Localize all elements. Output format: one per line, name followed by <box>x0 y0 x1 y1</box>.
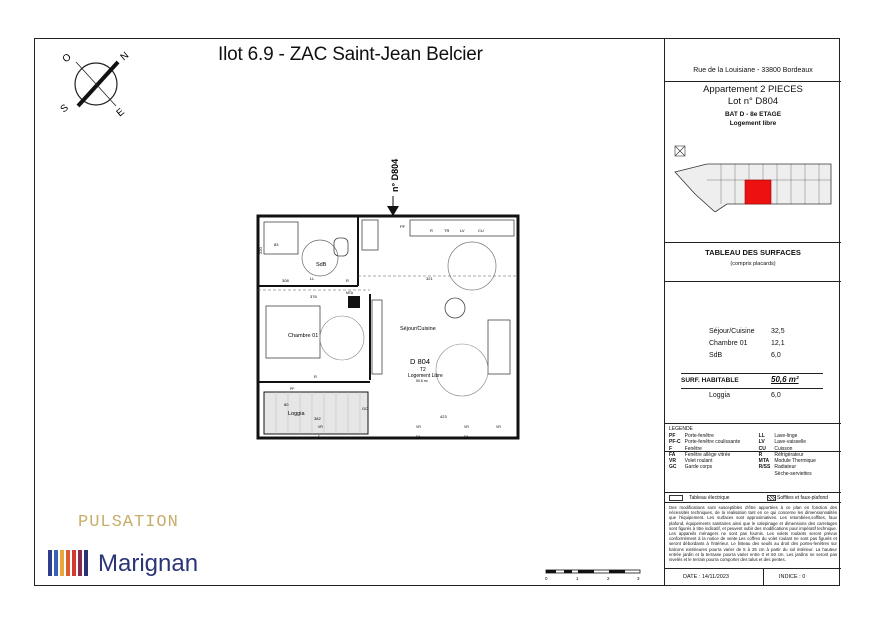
fix-tr: TR <box>444 228 450 233</box>
unit-type: T2 <box>420 367 426 373</box>
room-loggia: Loggia <box>288 411 305 417</box>
apt-type: Appartement 2 PIECES <box>703 84 803 95</box>
address-box <box>665 38 841 82</box>
table-row: F Fenêtre CU Cuisson <box>669 445 793 452</box>
legend-title: LEGENDE <box>669 426 693 432</box>
building: BAT D - 8e ETAGE <box>724 111 782 118</box>
shower <box>264 222 298 254</box>
dining-table <box>445 298 465 318</box>
bed <box>266 306 320 358</box>
marignan-logo: Marignan <box>98 550 199 577</box>
unit-status: Logement Libre <box>408 373 443 379</box>
fix-pf: PF <box>400 224 406 229</box>
room-sejour: Séjour/Cuisine <box>400 326 436 332</box>
compass-n: N <box>118 50 132 64</box>
scale-tick: 1 <box>576 576 579 581</box>
bottom-mark: FA <box>464 435 469 439</box>
scale-tick: 3 <box>637 576 640 581</box>
disclaimer-box <box>665 503 841 569</box>
table-row: Chambre 01 12,1 <box>709 339 785 347</box>
surfaces-box <box>665 242 841 452</box>
bottom-mark: FA <box>416 435 421 439</box>
compass-e: E <box>114 106 127 120</box>
lot-number: Lot n° D804 <box>727 96 779 107</box>
fix-ll: LL <box>310 276 315 281</box>
lot-marker-label: n° D804 <box>390 158 400 192</box>
dim-308: 308 <box>282 278 289 283</box>
wardrobe <box>372 300 382 374</box>
compass-needle <box>78 62 118 106</box>
scale-bar <box>540 566 644 586</box>
floor-plan <box>250 210 525 442</box>
key-plan-lot-highlight <box>745 180 771 204</box>
housing: Logement libre <box>729 120 777 127</box>
table-row: Séjour/Cuisine 32,5 <box>709 327 785 335</box>
date-box <box>665 569 841 586</box>
marignan-logo-icon <box>48 548 90 578</box>
table-row: SdB 6,0 <box>709 351 781 359</box>
bottom-mark: PF <box>290 387 295 391</box>
bedroom-circle <box>320 316 364 360</box>
dim-321: 321 <box>426 276 433 281</box>
loggia-label: Loggia <box>709 392 731 399</box>
electric-panel <box>362 220 378 250</box>
kitchen-circle <box>448 242 496 290</box>
index: INDICE : 0 <box>779 574 806 580</box>
legend-soffit: Soffites et faux-plafond <box>777 495 829 501</box>
address: Rue de la Louisiane - 33800 Bordeaux <box>693 67 813 74</box>
table-row: PF-C Porte-fenêtre coulissante LV Lave-vaisselle <box>669 439 807 446</box>
habitable-label: SURF. HABITABLE <box>681 377 739 384</box>
fix-cu: CU <box>478 228 484 233</box>
fix-lv: LV <box>460 228 465 233</box>
compass <box>56 46 136 122</box>
toilet <box>334 238 348 256</box>
bottom-mark: F <box>318 435 321 439</box>
legend-elec: Tableau électrique <box>689 495 730 501</box>
surfaces-table <box>709 325 785 361</box>
washbasin <box>302 240 338 276</box>
soffit-icon <box>767 495 776 501</box>
dim-80: 80 <box>284 402 289 407</box>
surfaces-title: TABLEAU DES SURFACES <box>705 248 801 257</box>
bottom-mark: VR <box>416 425 421 429</box>
scale-tick: 0 <box>545 576 548 581</box>
bottom-mark: VR <box>318 425 323 429</box>
unit-code: D 804 <box>410 357 431 366</box>
compass-s: S <box>58 102 71 116</box>
surfaces-sub: (compris placards) <box>730 261 776 267</box>
loggia-area <box>264 392 368 434</box>
legend-symbols <box>665 493 841 503</box>
loggia-value: 6,0 <box>771 392 781 399</box>
living-circle <box>436 344 488 396</box>
table-row: VR Volet roulant MTA Module Thermique <box>669 458 816 465</box>
bottom-mark: VR <box>464 425 469 429</box>
project-title: Ilot 6.9 - ZAC Saint-Jean Belcier <box>218 44 483 65</box>
table-row: Sèche-serviettes <box>774 470 812 477</box>
unit-area: 50.6 m² <box>416 379 428 383</box>
dim-220: 220 <box>258 247 263 254</box>
fix-mta: MTA <box>346 291 354 295</box>
key-plan <box>671 142 837 212</box>
table-row: GC Garde corps R/SS Radiateur <box>669 464 797 471</box>
table-row: FA Fenêtre allège vitrée R Réfrigérateur <box>669 451 804 458</box>
disclaimer: Des modifications sont susceptibles d'être apportées à ce plan en fonction des nécessités techniques, de la réalisation tant en ce qui concerne les dimensionnalités que l'équipement. Les surfaces sont approximatives. Les retombées,soffites, faux plafond, équipements sanitaires ainsi que le calepinage et dimensions des carrelages sont figurés à titre indicatif, et peuvent subir des modifications pour impératif technique. Les appareils ménagers ne sont pas fournis. Les volets roulants seront prévus conformément à la notice de vente.Les coffres du volet roulant ne sont pas figurés et seront débordants à l'intérieur. Le linteau des seuils au droit des portes-fenêtres sur balcons extérieures pourra varier de 5 à 25 cm à partir du sol intérieur. La hauteur entrée jardin et la terrasse pourra varier entre 0 et 60 cm. Les jardins ne seront pas nivelés et le terrain pourra comporter des talus et des pentes. <box>669 505 837 563</box>
fix-r: R <box>430 228 433 233</box>
compass-o: O <box>60 51 74 66</box>
habitable-value: 50,6 m² <box>771 375 799 384</box>
dim-376: 376 <box>310 294 317 299</box>
date: DATE : 14/11/2023 <box>683 574 729 580</box>
dim-83: 83 <box>274 242 279 247</box>
fix-r2: R <box>346 278 349 283</box>
habitable-row <box>681 373 823 389</box>
dim-423: 423 <box>440 414 447 419</box>
table-row: PF Porte-fenêtre LL Lave-linge <box>669 433 798 439</box>
sofa <box>488 320 510 374</box>
legend-box <box>665 423 841 493</box>
lot-marker <box>378 140 408 218</box>
scale-tick: 2 <box>607 576 610 581</box>
electric-panel-icon <box>669 495 683 501</box>
dim-382: 382 <box>314 416 321 421</box>
room-sdb: SdB <box>316 262 327 268</box>
room-chambre: Chambre 01 <box>288 333 319 339</box>
bottom-mark: VR <box>496 425 501 429</box>
title-block <box>664 38 840 586</box>
fix-gc: GC <box>362 406 368 411</box>
mta-unit <box>348 296 360 308</box>
fix-r3: R <box>314 374 317 379</box>
legend-table <box>667 433 818 477</box>
pulsation-logo: PULSATION <box>78 513 179 532</box>
